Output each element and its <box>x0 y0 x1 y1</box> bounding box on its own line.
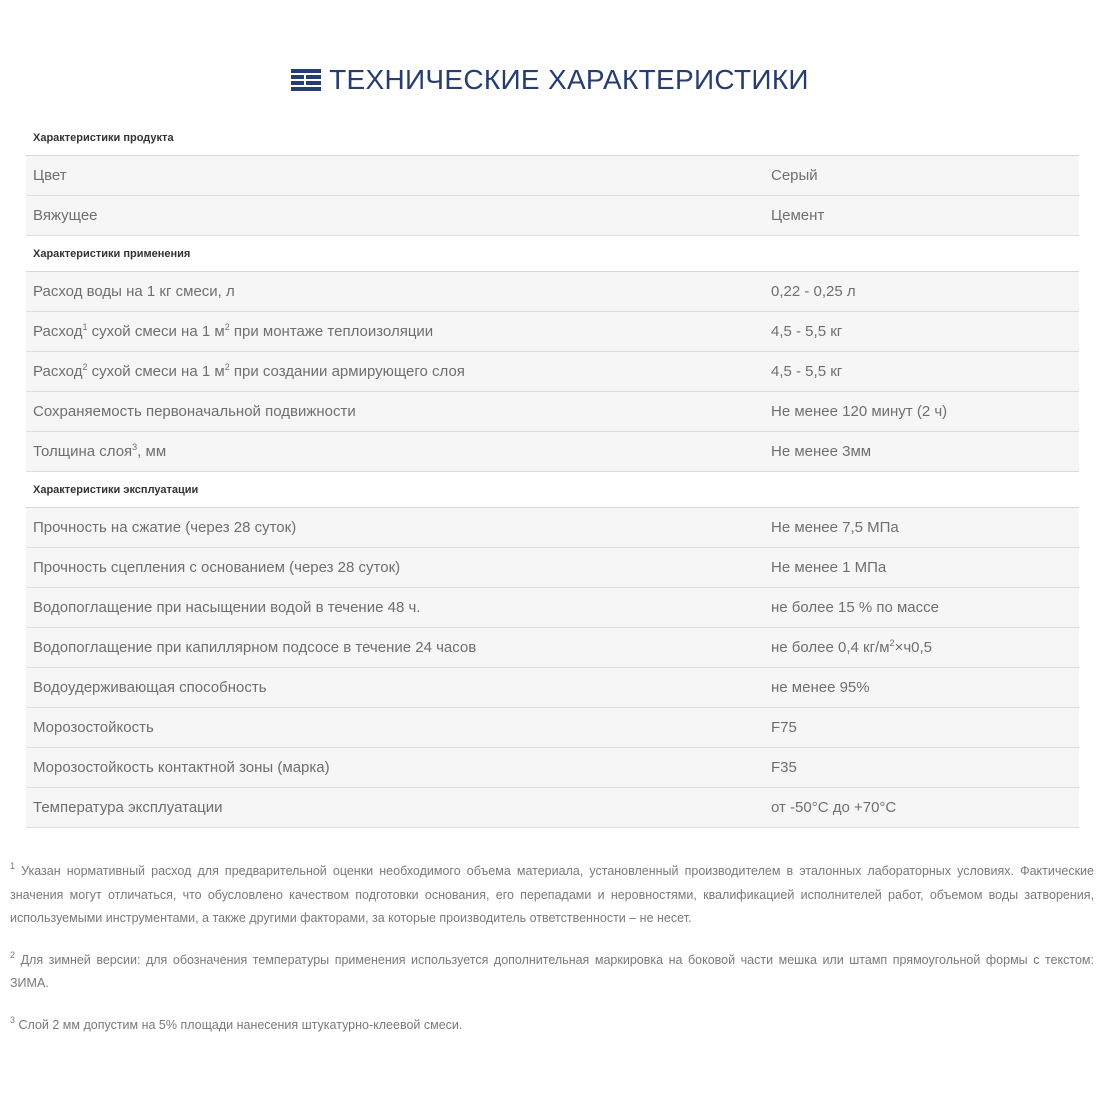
spec-name: Водоудерживающая способность <box>33 679 267 696</box>
spec-name: Вяжущее <box>33 207 98 224</box>
text-part: , мм <box>137 443 167 460</box>
spec-name: Водопоглащение при капиллярном подсосе в течение 24 часов <box>33 639 477 656</box>
table-row <box>26 588 1079 628</box>
spec-name <box>26 323 771 340</box>
spec-name: Расход воды на 1 кг смеси, л <box>33 283 235 300</box>
spec-value: Не менее 7,5 МПа <box>771 519 899 536</box>
page-title-text: ТЕХНИЧЕСКИЕ ХАРАКТЕРИСТИКИ <box>329 64 809 95</box>
spec-name: Цвет <box>33 167 67 184</box>
table-row <box>26 508 1079 548</box>
footnote-mark: 3 <box>10 1014 16 1025</box>
spec-value: F35 <box>771 759 797 776</box>
spec-value: Не менее 1 МПа <box>771 559 887 576</box>
spec-name: Прочность на сжатие (через 28 суток) <box>33 519 297 536</box>
text-part: ×ч0,5 <box>894 639 932 656</box>
footnote-ref: 2 <box>224 322 230 332</box>
text-part: не более 0,4 кг/м <box>771 639 890 656</box>
footnote-text: Указан нормативный расход для предварительной оценки необходимого объема материала, установленный производителем в эталонных лабораторных условиях. Фактические значения могут отличаться, что обусловлено качеством подготовки основания, его перепадами и неровностями, квалификацией исполнителей работ, объемом воды затворения, используемыми инструментами, а также другими факторами, за которые производитель ответственности – не несет. <box>10 864 1094 925</box>
spec-value: Не менее 120 минут (2 ч) <box>771 403 948 420</box>
section-header: Характеристики эксплуатации <box>26 472 1079 508</box>
text-part: Расход <box>33 363 83 380</box>
footnote-ref: 1 <box>82 322 88 332</box>
table-list-icon <box>291 69 321 91</box>
table-row <box>26 668 1079 708</box>
table-row <box>26 548 1079 588</box>
table-row <box>26 312 1079 352</box>
spec-name: Морозостойкость <box>33 719 154 736</box>
table-row <box>26 708 1079 748</box>
footnote <box>10 860 1094 931</box>
text-part: сухой смеси на 1 м <box>87 363 225 380</box>
spec-name: Водопоглащение при насыщении водой в течение 48 ч. <box>33 599 421 616</box>
page-title <box>0 64 1100 96</box>
table-row <box>26 352 1079 392</box>
spec-name <box>26 363 771 380</box>
spec-name: Морозостойкость контактной зоны (марка) <box>33 759 330 776</box>
spec-value: от -50°С до +70°С <box>771 799 897 816</box>
specs-table <box>26 120 1079 828</box>
footnote-mark: 2 <box>10 949 16 960</box>
spec-value: не более 15 % по массе <box>771 599 939 616</box>
text-part: при создании армирующего слоя <box>229 363 465 380</box>
footnote-ref: 2 <box>889 638 895 648</box>
section-header: Характеристики применения <box>26 236 1079 272</box>
footnote-text: Для зимней версии: для обозначения температуры применения используется дополнительная маркировка на боковой части мешка или штамп прямоугольной формы с текстом: ЗИМА. <box>10 952 1094 990</box>
footnote <box>10 949 1094 996</box>
spec-value: Цемент <box>771 207 825 224</box>
spec-value <box>771 639 1079 656</box>
text-part: сухой смеси на 1 м <box>87 323 225 340</box>
spec-value: 4,5 - 5,5 кг <box>771 323 843 340</box>
spec-name: Температура эксплуатации <box>33 799 223 816</box>
table-row <box>26 788 1079 828</box>
footnote-ref: 3 <box>132 442 138 452</box>
table-row <box>26 196 1079 236</box>
footnote-ref: 2 <box>82 362 88 372</box>
spec-value: F75 <box>771 719 797 736</box>
table-row <box>26 748 1079 788</box>
footnotes <box>10 860 1094 1055</box>
table-row <box>26 272 1079 312</box>
text-part: при монтаже теплоизоляции <box>229 323 434 340</box>
spec-value: Серый <box>771 167 818 184</box>
spec-value: не менее 95% <box>771 679 870 696</box>
footnote-mark: 1 <box>10 861 16 871</box>
spec-name <box>26 443 771 460</box>
footnote-ref: 2 <box>224 362 230 372</box>
table-row <box>26 628 1079 668</box>
footnote <box>10 1014 1094 1038</box>
spec-name: Сохраняемость первоначальной подвижности <box>33 403 356 420</box>
table-row <box>26 392 1079 432</box>
text-part: Толщина слоя <box>33 443 133 460</box>
spec-name: Прочность сцепления с основанием (через 28 суток) <box>33 559 401 576</box>
spec-value: 0,22 - 0,25 л <box>771 283 856 300</box>
spec-value: 4,5 - 5,5 кг <box>771 363 843 380</box>
table-row <box>26 432 1079 472</box>
footnote-text: Слой 2 мм допустим на 5% площади нанесения штукатурно-клеевой смеси. <box>15 1017 463 1032</box>
text-part: Расход <box>33 323 83 340</box>
table-row <box>26 156 1079 196</box>
section-header: Характеристики продукта <box>26 120 1079 156</box>
spec-value: Не менее 3мм <box>771 443 872 460</box>
